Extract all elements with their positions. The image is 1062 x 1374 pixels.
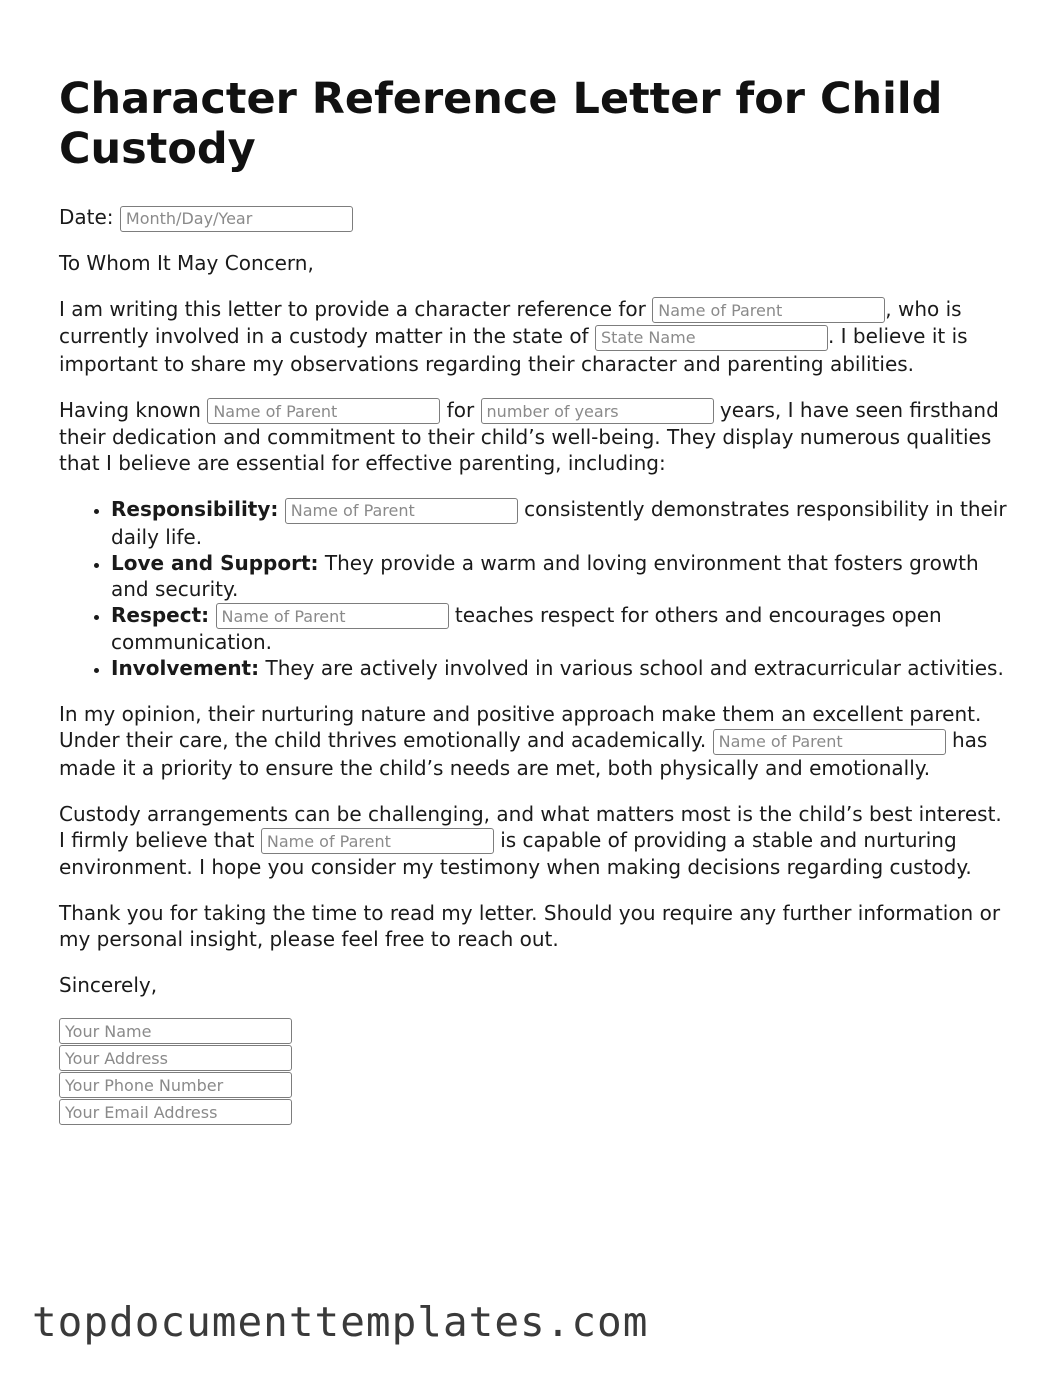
custody-paragraph <box>59 801 1009 881</box>
date-field[interactable] <box>120 206 353 232</box>
intro-text-2: , who is currently involved in a custody matter in the state of <box>59 296 962 348</box>
parent-name-field[interactable] <box>216 603 449 629</box>
relationship-paragraph <box>59 397 1009 477</box>
parent-name-field[interactable] <box>261 828 494 854</box>
opinion-text-1: In my opinion, their nurturing nature and positive approach make them an excellent parent. Under their care, the child thrives emotionally and academically. <box>59 702 982 752</box>
date-line <box>59 204 1009 232</box>
relationship-text-2: for <box>440 397 481 422</box>
intro-text-1: I am writing this letter to provide a character reference for <box>59 296 653 321</box>
parent-name-field[interactable] <box>285 498 518 524</box>
intro-paragraph <box>59 296 1009 377</box>
watermark: topdocumenttemplates.com <box>32 1298 649 1346</box>
relationship-text-3: years, I have seen firsthand their dedication and commitment to their child’s well-being. They display numerous qualities that I believe are essential for effective parenting, including: <box>59 397 999 475</box>
quality-text: consistently demonstrates responsibility in their daily life. <box>111 497 1007 549</box>
quality-label: Responsibility: <box>111 497 279 521</box>
list-item <box>111 602 1009 656</box>
closing: Sincerely, <box>59 973 158 997</box>
years-known-field[interactable] <box>481 398 714 424</box>
list-item <box>111 496 1009 550</box>
letter-document <box>59 74 1009 1126</box>
quality-label: Love and Support: <box>111 550 319 575</box>
your-phone-field[interactable] <box>59 1072 292 1098</box>
custody-text-2: is capable of providing a stable and nurturing environment. I hope you consider my testimony when making decisions regarding custody. <box>59 827 972 879</box>
list-item <box>111 655 1009 681</box>
quality-text: They provide a warm and loving environment that fosters growth and security. <box>111 550 979 601</box>
list-item <box>111 550 1009 602</box>
your-email-field[interactable] <box>59 1099 292 1125</box>
thanks-paragraph: Thank you for taking the time to read my letter. Should you require any further information or my personal insight, please feel free to reach out. <box>59 901 1001 951</box>
page-title: Character Reference Letter for Child Custody <box>59 74 943 174</box>
quality-label: Respect: <box>111 602 210 627</box>
your-address-field[interactable] <box>59 1045 292 1071</box>
qualities-list <box>59 496 1009 681</box>
intro-text-3: . I believe it is important to share my observations regarding their character and parenting abilities. <box>59 324 968 376</box>
parent-name-field[interactable] <box>652 297 885 323</box>
salutation: To Whom It May Concern, <box>59 250 314 275</box>
signature-block <box>59 1018 1009 1126</box>
relationship-text-1: Having known <box>59 397 208 422</box>
opinion-paragraph <box>59 701 1009 781</box>
custody-text-1: Custody arrangements can be challenging, and what matters most is the child’s best interest. I firmly believe that <box>59 801 1002 852</box>
date-label: Date: <box>59 205 114 229</box>
opinion-text-2: has made it a priority to ensure the child’s needs are met, both physically and emotionally. <box>59 728 988 780</box>
state-name-field[interactable] <box>595 325 828 351</box>
your-name-field[interactable] <box>59 1018 292 1044</box>
parent-name-field[interactable] <box>713 729 946 755</box>
quality-label: Involvement: <box>111 656 260 680</box>
parent-name-field[interactable] <box>207 398 440 424</box>
quality-text: teaches respect for others and encourages open communication. <box>111 602 942 654</box>
quality-text: They are actively involved in various school and extracurricular activities. <box>259 656 1004 680</box>
